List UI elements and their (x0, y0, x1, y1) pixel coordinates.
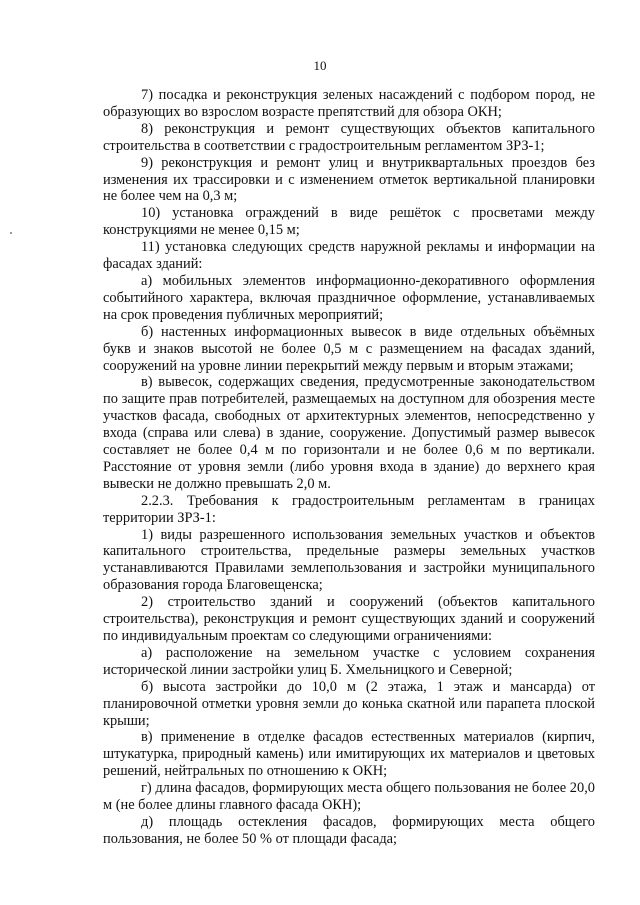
paragraph-item-2: 2) строительство зданий и сооружений (объектов капитального строительства), реконструкция и ремонт существующих зданий и сооружений по индивидуальным проектам со следующими ограничениями: (103, 594, 595, 644)
paragraph-item-11: 11) установка следующих средств наружной рекламы и информации на фасадах зданий: (103, 239, 595, 273)
paragraph-subitem-g: г) длина фасадов, формирующих места общего пользования не более 20,0 м (не более длины главного фасада ОКН); (103, 780, 595, 814)
paragraph-subitem-a2: а) расположение на земельном участке с условием сохранения исторической линии застройки улиц Б. Хмельницкого и Северной; (103, 644, 595, 678)
paragraph-subitem-a: а) мобильных элементов информационно-декоративного оформления событийного характера, включая праздничное оформление, устанавливаемых на срок проведения публичных мероприятий; (103, 272, 595, 323)
paragraph-item-10: 10) установка ограждений в виде решёток с просветами между конструкциями не менее 0,15 м; (103, 205, 595, 239)
paragraph-item-8: 8) реконструкция и ремонт существующих объектов капитального строительства в соответствии с градостроительным регламентом ЗРЗ-1; (103, 120, 595, 154)
paragraph-subitem-b: б) настенных информационных вывесок в виде отдельных объёмных букв и знаков высотой не более 0,5 м с размещением на фасадах зданий, сооружений на уровне линии перекрытий между первым и вторым этажами; (103, 323, 595, 374)
paragraph-subitem-b2: б) высота застройки до 10,0 м (2 этажа, 1 этаж и мансарда) от планировочной отметки уровня земли до конька скатной или парапета плоской крыши; (103, 678, 595, 729)
scan-speck (10, 232, 12, 234)
paragraph-subitem-d: д) площадь остекления фасадов, формирующих места общего пользования, не более 50 % от площади фасада; (103, 813, 595, 847)
section-heading-2-2-3: 2.2.3. Требования к градостроительным регламентам в границах территории ЗРЗ-1: (103, 492, 595, 526)
paragraph-item-7: 7) посадка и реконструкция зеленых насаждений с подбором пород, не образующих во взрослом возрасте препятствий для обзора ОКН; (103, 87, 595, 120)
document-body (103, 87, 595, 848)
paragraph-item-9: 9) реконструкция и ремонт улиц и внутриквартальных проездов без изменения их трассировки и с изменением отметок вертикальной планировки не более чем на 0,3 м; (103, 154, 595, 205)
paragraph-item-1: 1) виды разрешенного использования земельных участков и объектов капитального строительства, предельные размеры земельных участков устанавливаются Правилами землепользования и застройки муниципального образования города Благовещенска; (103, 526, 595, 594)
page-number: 10 (313, 58, 327, 73)
paragraph-subitem-v: в) вывесок, содержащих сведения, предусмотренные законодательством по защите прав потребителей, размещаемых на доступном для обозрения месте участков фасада, свободных от архитектурных элементов, непосредственно у входа (справа или слева) в здание, сооружение. Допустимый размер вывесок составляет не более 0,4 м по горизонтали и не более 0,6 м по вертикали. Расстояние от уровня земли (либо уровня входа в здание) до верхнего края вывески не должно превышать 2,0 м. (103, 374, 595, 492)
paragraph-subitem-v2: в) применение в отделке фасадов естественных материалов (кирпич, штукатурка, природный камень) или имитирующих их материалов и цветовых решений, нейтральных по отношению к ОКН; (103, 729, 595, 780)
